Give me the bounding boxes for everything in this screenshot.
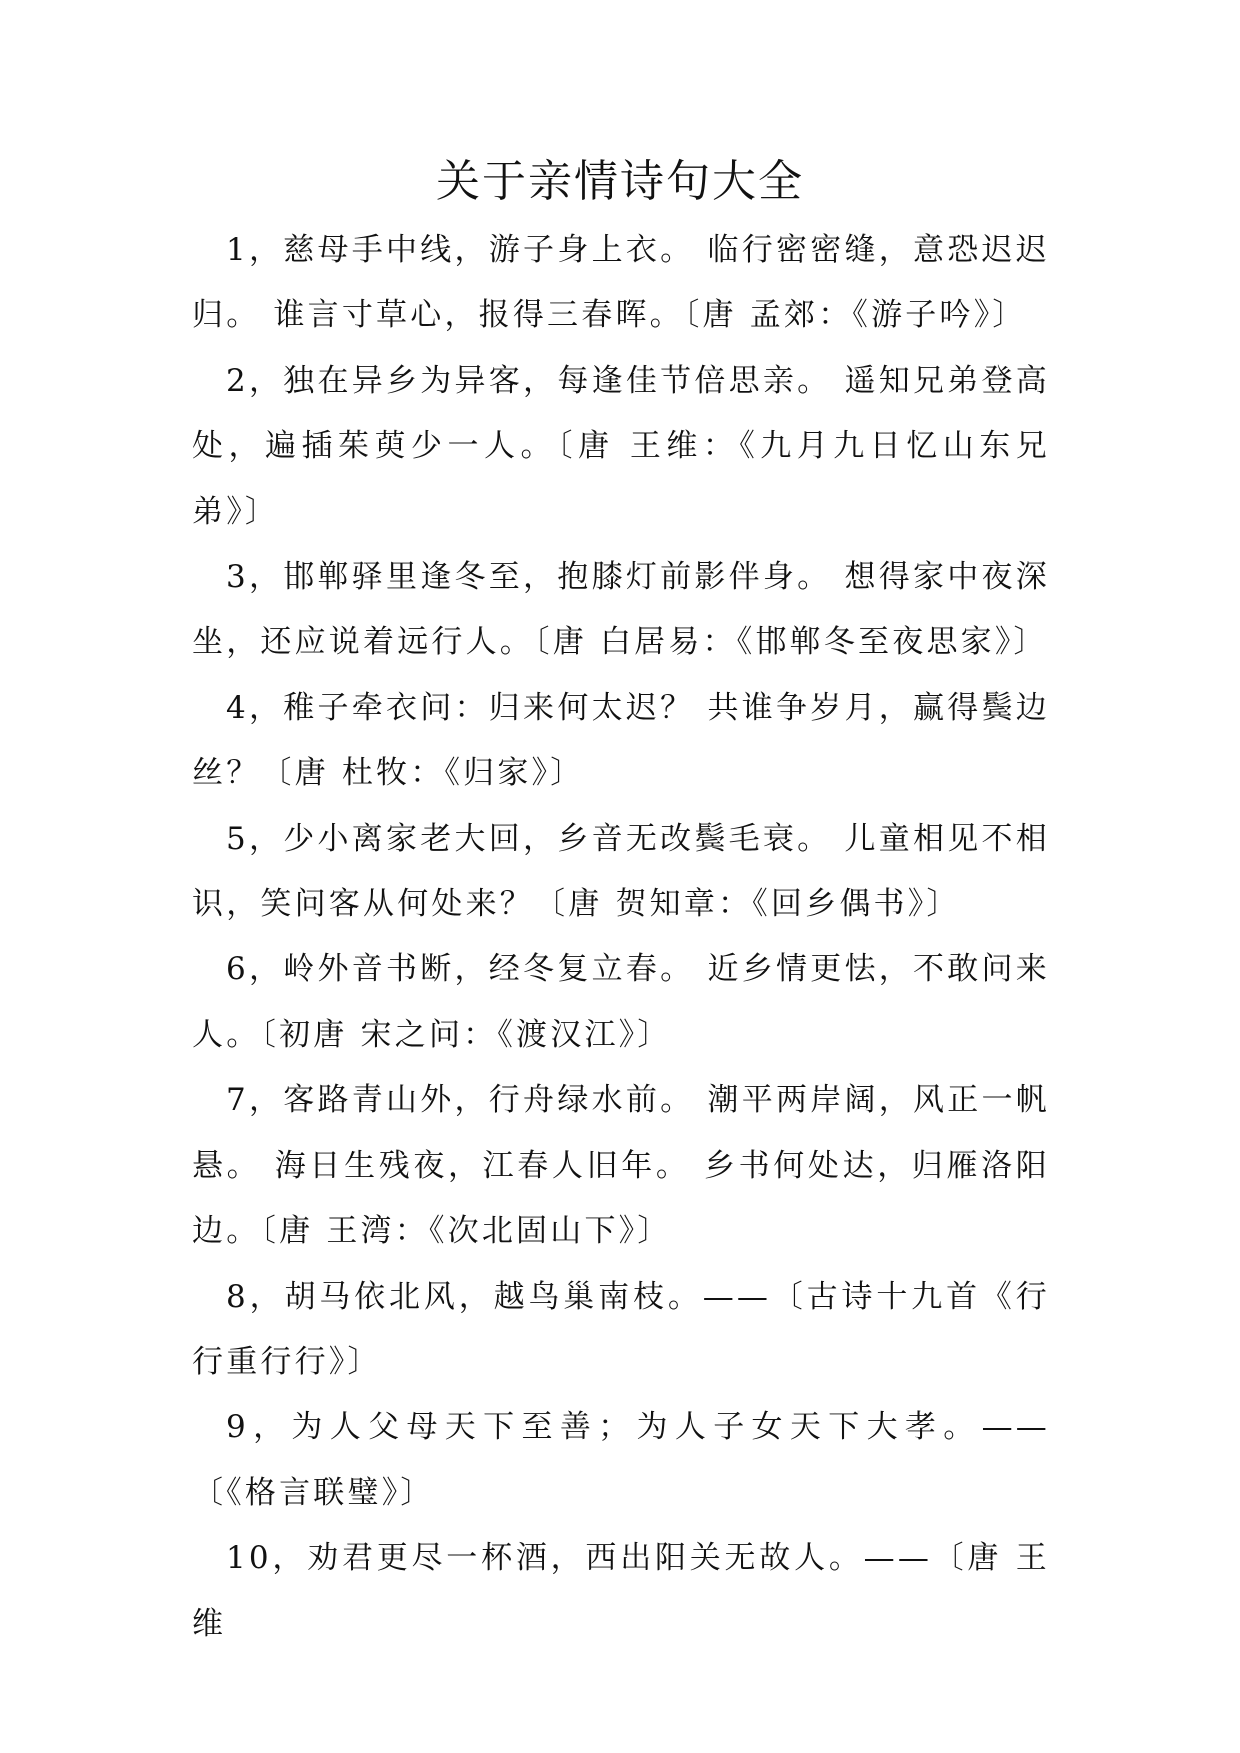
poem-item-9: 9，为人父母天下至善；为人子女天下大孝。——〔《格言联璧》〕	[192, 1409, 1050, 1511]
poem-item-6: 6，岭外音书断，经冬复立春。 近乡情更怯，不敢问来人。〔初唐 宋之问：《渡汉江》〕	[192, 951, 1050, 1053]
poem-list	[192, 218, 1050, 1657]
poem-item-1: 1，慈母手中线，游子身上衣。 临行密密缝，意恐迟迟归。 谁言寸草心，报得三春晖。〔唐 孟郊：《游子吟》〕	[192, 232, 1050, 334]
poem-item-5: 5，少小离家老大回，乡音无改鬓毛衰。 儿童相见不相识，笑问客从何处来？〔唐 贺知章：《回乡偶书》〕	[192, 820, 1050, 923]
poem-item-8: 8，胡马依北风，越鸟巢南枝。——〔古诗十九首《行行重行行》〕	[192, 1278, 1050, 1380]
poem-item-10: 10，劝君更尽一杯酒，西出阳关无故人。——〔唐 王维	[192, 1540, 1050, 1642]
poem-item-3: 3，邯郸驿里逢冬至，抱膝灯前影伴身。 想得家中夜深坐，还应说着远行人。〔唐 白居易：《邯郸冬至夜思家》〕	[192, 559, 1050, 661]
poem-item-7: 7，客路青山外，行舟绿水前。 潮平两岸阔，风正一帆悬。 海日生残夜，江春人旧年。 乡书何处达，归雁洛阳边。〔唐 王湾：《次北固山下》〕	[192, 1082, 1050, 1250]
poem-item-4: 4，稚子牵衣问：归来何太迟？ 共谁争岁月，赢得鬓边丝？〔唐 杜牧：《归家》〕	[192, 689, 1050, 792]
document-title: 关于亲情诗句大全	[436, 156, 804, 207]
poem-item-2: 2，独在异乡为异客，每逢佳节倍思亲。 遥知兄弟登高处，遍插茱萸少一人。〔唐 王维：《九月九日忆山东兄弟》〕	[192, 362, 1050, 530]
